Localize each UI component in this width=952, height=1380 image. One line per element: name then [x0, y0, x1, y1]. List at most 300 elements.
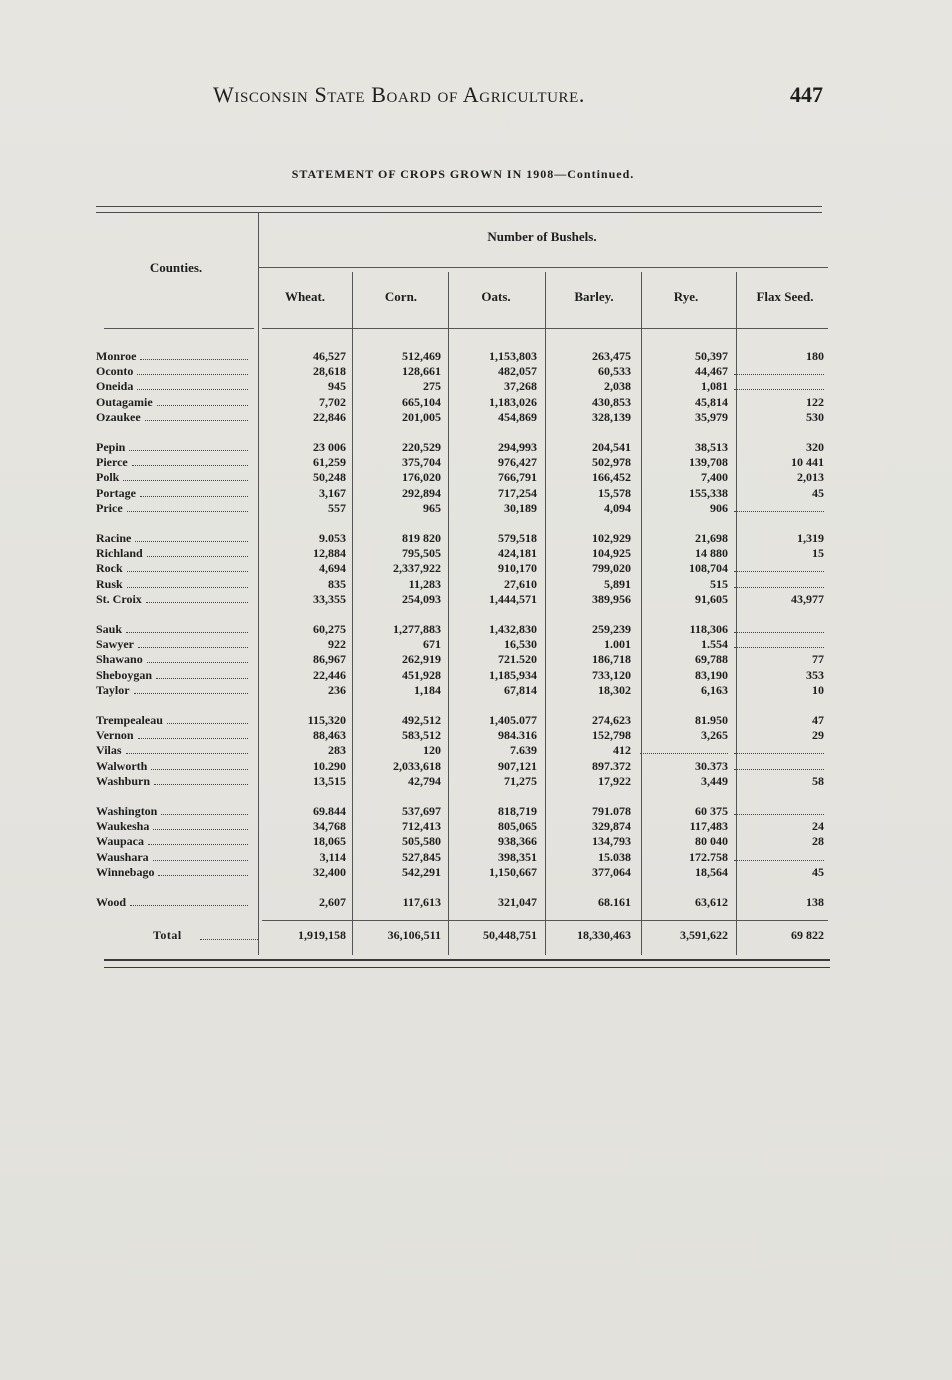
cell-flax-seed [728, 379, 824, 394]
cell-corn: 292,894 [402, 485, 441, 500]
cell-wheat: 7,702 [319, 394, 346, 409]
cell-wheat: 10.290 [313, 758, 346, 773]
cell-flax-seed: 122 [806, 394, 824, 409]
cell-oats: 16,530 [504, 637, 537, 652]
leader-dots [153, 821, 248, 830]
leader-dots [148, 836, 248, 845]
cell-barley: 102,929 [592, 531, 631, 546]
county-name: Washington [96, 804, 258, 819]
group-spacer [96, 789, 824, 804]
cell-barley: 412 [613, 743, 631, 758]
leader-dots [147, 548, 248, 557]
cell-oats: 910,170 [498, 561, 537, 576]
cell-wheat: 28,618 [313, 364, 346, 379]
leader-dots [158, 867, 248, 876]
cell-flax-seed: 353 [806, 667, 824, 682]
cell-flax-seed: 320 [806, 440, 824, 455]
cell-rye: 7,400 [701, 470, 728, 485]
leader-dots [140, 351, 248, 360]
cell-corn: 492,512 [402, 713, 441, 728]
group-spacer [96, 880, 824, 895]
cell-rye: 155,338 [689, 485, 728, 500]
cell-wheat: 945 [328, 379, 346, 394]
cell-wheat: 13,515 [313, 773, 346, 788]
leader-dots [135, 533, 248, 542]
cell-corn: 220,529 [402, 440, 441, 455]
leader-dots [130, 897, 248, 906]
table-row [96, 349, 824, 364]
cell-flax-seed: 15 [812, 546, 824, 561]
cell-corn: 11,283 [408, 576, 441, 591]
group-spacer [96, 425, 824, 440]
cell-rye: 3,265 [701, 728, 728, 743]
cell-rye: 60 375 [695, 804, 728, 819]
cell-wheat: 46,527 [313, 349, 346, 363]
county-name: Shawano [96, 652, 258, 667]
cell-rye: 18,564 [695, 864, 728, 879]
cell-rye: 1,081 [701, 379, 728, 394]
cell-flax-seed [728, 804, 824, 819]
total-wheat: 1,919,158 [298, 928, 346, 942]
county-name: Pierce [96, 455, 258, 470]
table-row [96, 531, 824, 546]
cell-oats: 30,189 [504, 500, 537, 515]
cell-rye: 139,708 [689, 455, 728, 470]
cell-corn: 1,184 [414, 682, 441, 697]
cell-wheat: 236 [328, 682, 346, 697]
cell-wheat: 22,846 [313, 409, 346, 424]
total-rye: 3,591,622 [680, 928, 728, 942]
header-bottom-rule-counties [104, 328, 254, 329]
table-row [96, 592, 824, 607]
table-row [96, 652, 824, 667]
table-row [96, 486, 824, 501]
table-row [96, 774, 824, 789]
table-row [96, 364, 824, 379]
cell-oats: 818,719 [498, 804, 537, 819]
cell-rye: 118,306 [689, 622, 728, 637]
cell-corn: 527,845 [402, 849, 441, 864]
cell-wheat: 12,884 [313, 546, 346, 561]
county-name: Rock [96, 561, 258, 576]
county-name: Rusk [96, 577, 258, 592]
cell-barley: 799,020 [592, 561, 631, 576]
county-name: Waukesha [96, 819, 258, 834]
cell-barley: 430,853 [592, 394, 631, 409]
cell-corn: 795,505 [402, 546, 441, 561]
cell-oats: 984.316 [498, 728, 537, 743]
cell-barley: 897.372 [592, 758, 631, 773]
cell-barley: 17,922 [598, 773, 631, 788]
cell-rye: 83,190 [695, 667, 728, 682]
cell-corn: 254,093 [402, 591, 441, 606]
total-barley: 18,330,463 [577, 928, 631, 942]
cell-oats: 1,444,571 [489, 591, 537, 606]
cell-oats: 67,814 [504, 682, 537, 697]
cell-flax-seed: 2,013 [797, 470, 824, 485]
table-caption: STATEMENT OF CROPS GROWN IN 1908—Continued. [291, 167, 635, 181]
cell-flax-seed: 77 [812, 652, 824, 667]
cell-rye: 81.950 [695, 713, 728, 728]
cell-oats: 938,366 [498, 834, 537, 849]
cell-oats: 1,405.077 [489, 713, 537, 728]
cell-barley: 791.078 [592, 804, 631, 819]
cell-barley: 18,302 [598, 682, 631, 697]
table-row [96, 804, 824, 819]
table-row [96, 395, 824, 410]
cell-barley: 4,094 [604, 500, 631, 515]
bottom-thick-rule [104, 959, 830, 968]
cell-rye: 38,513 [695, 440, 728, 455]
cell-oats: 1,185,934 [489, 667, 537, 682]
cell-corn: 965 [423, 500, 441, 515]
table-row [96, 440, 824, 455]
county-name: Winnebago [96, 865, 258, 880]
cell-oats: 37,268 [504, 379, 537, 394]
total-flax-seed: 69 822 [791, 928, 824, 942]
cell-wheat: 33,355 [313, 591, 346, 606]
cell-flax-seed [728, 561, 824, 576]
county-name: Oconto [96, 364, 258, 379]
county-name: Monroe [96, 349, 258, 364]
cell-oats: 454,869 [498, 409, 537, 424]
cell-rye: 91,605 [695, 591, 728, 606]
table-row [96, 728, 824, 743]
cell-oats: 721.520 [498, 652, 537, 667]
cell-corn: 671 [423, 637, 441, 652]
county-name: Vernon [96, 728, 258, 743]
cell-flax-seed [728, 622, 824, 637]
county-name: Sheboygan [96, 668, 258, 683]
cell-oats: 321,047 [498, 895, 537, 910]
cell-wheat: 50,248 [313, 470, 346, 485]
leader-dots [138, 730, 248, 739]
leader-dots [129, 442, 248, 451]
cell-oats: 907,121 [498, 758, 537, 773]
total-label: Total [153, 928, 182, 942]
cell-wheat: 22,446 [313, 667, 346, 682]
cell-rye: 172.758 [689, 849, 728, 864]
column-header: Flax Seed. [756, 289, 814, 304]
cell-flax-seed: 47 [812, 713, 824, 728]
county-name: Portage [96, 486, 258, 501]
total-leader-dots [200, 939, 258, 940]
cell-rye: 50,397 [695, 349, 728, 363]
cell-wheat: 86,967 [313, 652, 346, 667]
cell-barley: 329,874 [592, 819, 631, 834]
cell-barley: 274,623 [592, 713, 631, 728]
cell-flax-seed: 24 [812, 819, 824, 834]
counties-header: Counties. [149, 260, 203, 275]
cell-wheat: 557 [328, 500, 346, 515]
table-row [96, 455, 824, 470]
cell-flax-seed [728, 637, 824, 652]
cell-wheat: 2,607 [319, 895, 346, 910]
cell-rye: 3,449 [701, 773, 728, 788]
county-name: Ozaukee [96, 410, 258, 425]
cell-rye: 69,788 [695, 652, 728, 667]
cell-corn: 128,661 [402, 364, 441, 379]
cell-flax-seed [728, 501, 824, 516]
leader-dots [123, 472, 248, 481]
cell-wheat: 88,463 [313, 728, 346, 743]
cell-wheat: 283 [328, 743, 346, 758]
county-name: Washburn [96, 774, 258, 789]
running-head [213, 82, 823, 112]
cell-barley: 204,541 [592, 440, 631, 455]
cell-flax-seed: 28 [812, 834, 824, 849]
column-header: Wheat. [284, 289, 326, 304]
cell-oats: 1,432,830 [489, 622, 537, 637]
cell-oats: 294,993 [498, 440, 537, 455]
leader-dots [138, 639, 248, 648]
cell-flax-seed: 180 [806, 349, 824, 363]
cell-rye: 30.373 [695, 758, 728, 773]
cell-corn: 505,580 [402, 834, 441, 849]
cell-corn: 2,033,618 [393, 758, 441, 773]
table-row [96, 865, 824, 880]
cell-oats: 424,181 [498, 546, 537, 561]
leader-dots [140, 488, 248, 497]
column-header: Barley. [574, 289, 614, 304]
county-name: Sawyer [96, 637, 258, 652]
group-header-rule [258, 267, 828, 268]
cell-flax-seed: 1,319 [797, 531, 824, 546]
county-name: Richland [96, 546, 258, 561]
leader-dots [146, 594, 248, 603]
cell-barley: 15.038 [598, 849, 631, 864]
cell-rye: 14 880 [695, 546, 728, 561]
county-name: Taylor [96, 683, 258, 698]
county-name: Outagamie [96, 395, 258, 410]
cell-flax-seed [728, 364, 824, 379]
leader-dots [161, 806, 248, 815]
cell-wheat: 60,275 [313, 622, 346, 637]
leader-dots [151, 761, 248, 770]
cell-barley: 2,038 [604, 379, 631, 394]
cell-wheat: 61,259 [313, 455, 346, 470]
county-name: Waupaca [96, 834, 258, 849]
cell-rye: 80 040 [695, 834, 728, 849]
crops-table [96, 349, 824, 910]
bushels-group-header: Number of Bushels. [487, 229, 597, 244]
cell-barley: 5,891 [604, 576, 631, 591]
cell-corn: 262,919 [402, 652, 441, 667]
table-row [96, 561, 824, 576]
column-header: Rye. [673, 289, 699, 304]
cell-rye: 515 [710, 576, 728, 591]
table-row [96, 895, 824, 910]
leader-dots [147, 654, 248, 663]
leader-dots [137, 381, 248, 390]
cell-corn: 120 [423, 743, 441, 758]
cell-corn: 1,277,883 [393, 622, 441, 637]
cell-corn: 2,337,922 [393, 561, 441, 576]
cell-oats: 976,427 [498, 455, 537, 470]
table-row [96, 637, 824, 652]
county-name: Oneida [96, 379, 258, 394]
cell-oats: 579,518 [498, 531, 537, 546]
leader-dots [126, 745, 248, 754]
cell-corn: 275 [423, 379, 441, 394]
leader-dots [167, 715, 248, 724]
cell-oats: 27,610 [504, 576, 537, 591]
county-name: Vilas [96, 743, 258, 758]
cell-rye: 35,979 [695, 409, 728, 424]
leader-dots [137, 366, 248, 375]
cell-wheat: 3,114 [319, 849, 346, 864]
table-row [96, 379, 824, 394]
total-top-rule [262, 920, 828, 921]
cell-flax-seed: 43,977 [791, 591, 824, 606]
cell-barley: 15,578 [598, 485, 631, 500]
county-name: Polk [96, 470, 258, 485]
cell-rye: 45,814 [695, 394, 728, 409]
cell-rye: 117,483 [689, 819, 728, 834]
cell-oats: 1,183,026 [489, 394, 537, 409]
table-row [96, 850, 824, 865]
cell-barley: 68.161 [598, 895, 631, 910]
cell-wheat: 922 [328, 637, 346, 652]
cell-corn: 176,020 [402, 470, 441, 485]
cell-flax-seed: 45 [812, 864, 824, 879]
cell-corn: 537,697 [402, 804, 441, 819]
cell-oats: 1,150,667 [489, 864, 537, 879]
county-name: Walworth [96, 759, 258, 774]
cell-barley: 134,793 [592, 834, 631, 849]
cell-flax-seed: 530 [806, 409, 824, 424]
cell-oats: 766,791 [498, 470, 537, 485]
table-row [96, 622, 824, 637]
cell-barley: 1.001 [604, 637, 631, 652]
table-row [96, 834, 824, 849]
group-spacer [96, 607, 824, 622]
cell-barley: 377,064 [592, 864, 631, 879]
table-row [96, 577, 824, 592]
cell-flax-seed [728, 850, 824, 865]
cell-rye [631, 743, 728, 758]
cell-barley: 60,533 [598, 364, 631, 379]
table-row [96, 410, 824, 425]
cell-corn: 451,928 [402, 667, 441, 682]
cell-oats: 482,057 [498, 364, 537, 379]
table-row [96, 743, 824, 758]
leader-dots [132, 457, 248, 466]
cell-oats: 398,351 [498, 849, 537, 864]
leader-dots [134, 685, 248, 694]
cell-barley: 259,239 [592, 622, 631, 637]
cell-barley: 502,978 [592, 455, 631, 470]
cell-barley: 263,475 [592, 349, 631, 363]
cell-rye: 906 [710, 500, 728, 515]
cell-oats: 71,275 [504, 773, 537, 788]
cell-rye: 21,698 [695, 531, 728, 546]
county-name: St. Croix [96, 592, 258, 607]
cell-rye: 44,467 [695, 364, 728, 379]
cell-corn: 542,291 [402, 864, 441, 879]
leader-dots [127, 563, 248, 572]
table-row [96, 668, 824, 683]
county-name: Price [96, 501, 258, 516]
cell-corn: 42,794 [408, 773, 441, 788]
total-corn: 36,106,511 [387, 928, 441, 942]
cell-barley: 152,798 [592, 728, 631, 743]
county-name: Sauk [96, 622, 258, 637]
cell-wheat: 32,400 [313, 864, 346, 879]
table-row [96, 501, 824, 516]
cell-wheat: 835 [328, 576, 346, 591]
table-row [96, 713, 824, 728]
top-double-rule [96, 206, 822, 213]
cell-flax-seed: 29 [812, 728, 824, 743]
table-row [96, 819, 824, 834]
cell-flax-seed: 10 [812, 682, 824, 697]
county-name: Trempealeau [96, 713, 258, 728]
total-oats: 50,448,751 [483, 928, 537, 942]
running-title: Wisconsin State Board of Agriculture. [213, 82, 585, 107]
group-spacer [96, 698, 824, 713]
table-row [96, 546, 824, 561]
county-name: Waushara [96, 850, 258, 865]
cell-corn: 665,104 [402, 394, 441, 409]
cell-flax-seed: 45 [812, 485, 824, 500]
cell-barley: 186,718 [592, 652, 631, 667]
cell-corn: 512,469 [402, 349, 441, 363]
table-row [96, 683, 824, 698]
cell-corn: 583,512 [402, 728, 441, 743]
table-row [96, 759, 824, 774]
column-header: Oats. [481, 289, 511, 304]
cell-oats: 7.639 [510, 743, 537, 758]
group-spacer [96, 516, 824, 531]
leader-dots [127, 503, 248, 512]
leader-dots [156, 670, 248, 679]
county-name: Racine [96, 531, 258, 546]
cell-flax-seed: 138 [806, 895, 824, 910]
cell-wheat: 4,694 [319, 561, 346, 576]
cell-rye: 63,612 [695, 895, 728, 910]
cell-oats: 717,254 [498, 485, 537, 500]
leader-dots [153, 852, 248, 861]
cell-flax-seed: 58 [812, 773, 824, 788]
county-name: Wood [96, 895, 258, 910]
cell-wheat: 9.053 [319, 531, 346, 546]
leader-dots [126, 624, 248, 633]
cell-wheat: 23 006 [313, 440, 346, 455]
leader-dots [145, 412, 248, 421]
cell-barley: 104,925 [592, 546, 631, 561]
cell-corn: 201,005 [402, 409, 441, 424]
cell-flax-seed [728, 577, 824, 592]
cell-wheat: 69.844 [313, 804, 346, 819]
cell-corn: 375,704 [402, 455, 441, 470]
cell-rye: 108,704 [689, 561, 728, 576]
table-row [96, 470, 824, 485]
cell-flax-seed [728, 759, 824, 774]
cell-corn: 117,613 [402, 895, 441, 910]
cell-rye: 1.554 [701, 637, 728, 652]
cell-rye: 6,163 [701, 682, 728, 697]
page-number: 447 [790, 82, 823, 107]
leader-dots [127, 579, 248, 588]
cell-wheat: 3,167 [319, 485, 346, 500]
cell-corn: 819 820 [402, 531, 441, 546]
cell-barley: 166,452 [592, 470, 631, 485]
cell-oats: 805,065 [498, 819, 537, 834]
cell-barley: 733,120 [592, 667, 631, 682]
leader-dots [154, 776, 248, 785]
county-name: Pepin [96, 440, 258, 455]
